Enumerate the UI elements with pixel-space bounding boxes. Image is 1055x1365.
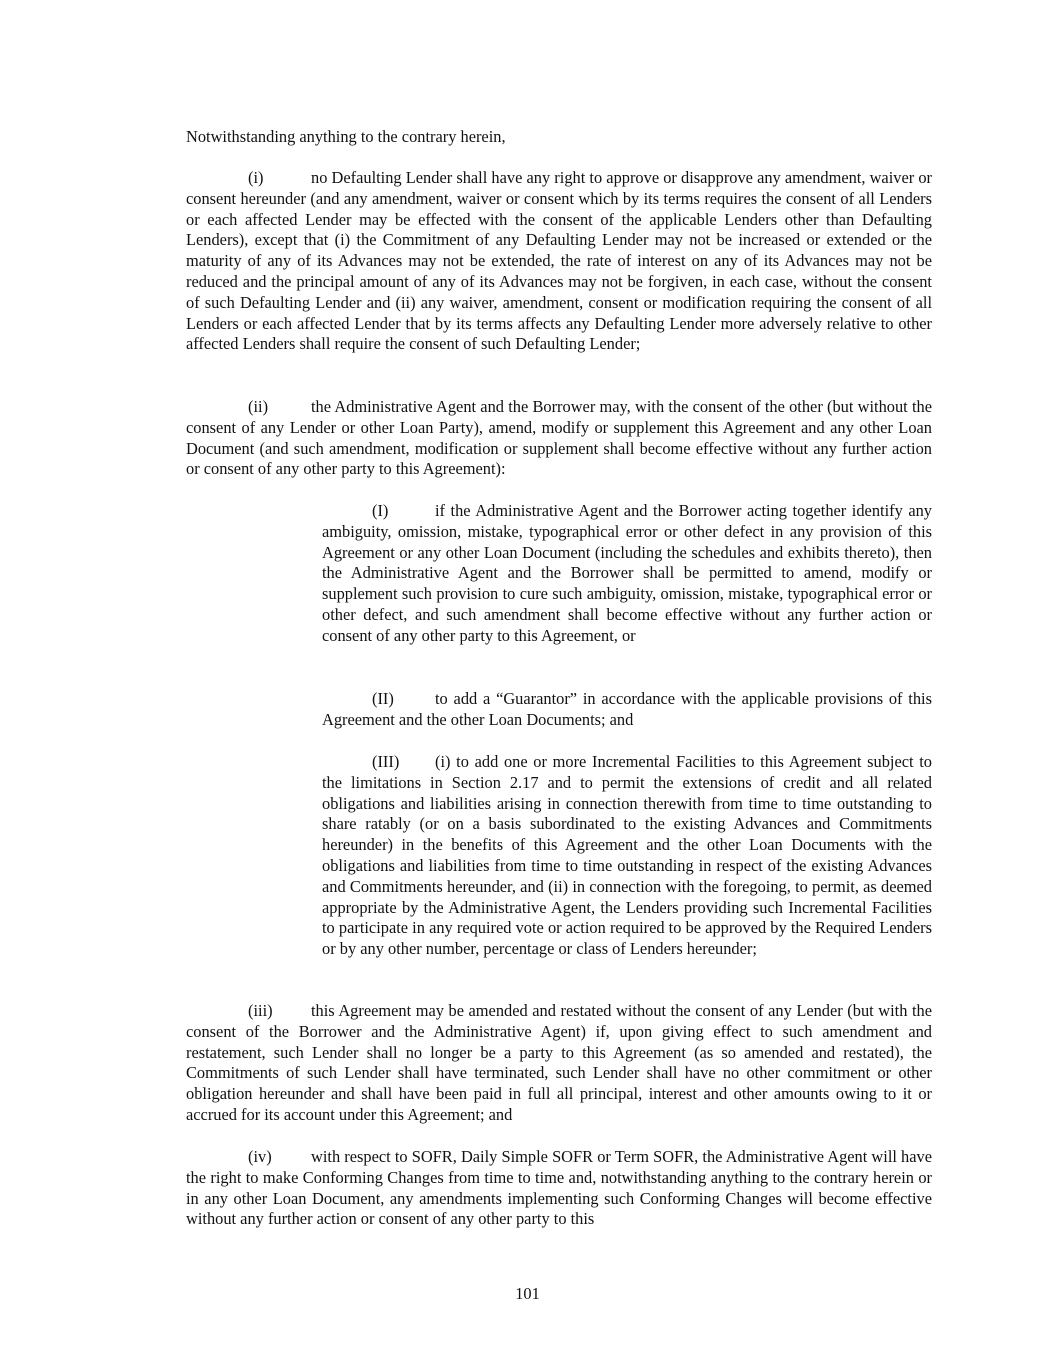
subclause-II-label: (II) [372,689,394,708]
clause-i-label: (i) [248,168,264,187]
clause-ii-text: the Administrative Agent and the Borrower may, with the consent of the other (but without the consent of any Lender or other Loan Party), amend, modify or supplement this Agreement and any other Loan Document (and such amendment, modification or supplement shall become effective without any further action or consent of any other party to this Agreement): [186,397,932,479]
subclause-I-label: (I) [372,501,389,520]
subclause-I [322,501,932,647]
subclause-III [322,752,932,960]
intro-text: Notwithstanding anything to the contrary herein, [186,127,506,146]
subclause-II [322,689,932,731]
subclause-III-text: (i) to add one or more Incremental Facilities to this Agreement subject to the limitations in Section 2.17 and to permit the extensions of credit and all related obligations and liabilities arising in connection therewith from time to time outstanding to share ratably (or on a basis subordinated to the existing Advances and Commitments hereunder) in the benefits of this Agreement and the other Loan Documents with the obligations and liabilities from time to time outstanding in respect of the existing Advances and Commitments hereunder, and (ii) in connection with the foregoing, to permit, as deemed appropriate by the Administrative Agent, the Lenders providing such Incremental Facilities to participate in any required vote or action required to be approved by the Required Lenders or by any other number, percentage or class of Lenders hereunder; [322,752,932,959]
clause-iii [186,1001,932,1126]
subclause-II-text: to add a “Guarantor” in accordance with the applicable provisions of this Agreement and the other Loan Documents; and [322,689,932,729]
clause-i [186,168,932,355]
clause-ii-label: (ii) [248,397,269,416]
clause-i-text: no Defaulting Lender shall have any right to approve or disapprove any amendment, waiver or consent hereunder (and any amendment, waiver or consent which by its terms requires the consent of all Lenders or each affected Lender may be effected with the consent of the applicable Lenders other than Defaulting Lenders), except that (i) the Commitment of any Defaulting Lender may not be increased or extended or the maturity of any of its Advances may not be extended, the rate of interest on any of its Advances may not be reduced and the principal amount of any of its Advances may not be forgiven, in each case, without the consent of such Defaulting Lender and (ii) any waiver, amendment, consent or modification requiring the consent of all Lenders or each affected Lender that by its terms affects any Defaulting Lender more adversely relative to other affected Lenders shall require the consent of such Defaulting Lender; [186,168,932,354]
page-number: 101 [515,1284,540,1303]
clause-iv-text: with respect to SOFR, Daily Simple SOFR or Term SOFR, the Administrative Agent will have the right to make Conforming Changes from time to time and, notwithstanding anything to the contrary herein or in any other Loan Document, any amendments implementing such Conforming Changes will become effective without any further action or consent of any other party to this [186,1147,932,1229]
subclause-I-text: if the Administrative Agent and the Borrower acting together identify any ambiguity, omission, mistake, typographical error or other defect in any provision of this Agreement or any other Loan Document (including the schedules and exhibits thereto), then the Administrative Agent and the Borrower shall be permitted to amend, modify or supplement such provision to cure such ambiguity, omission, mistake, typographical error or other defect, and such amendment shall become effective without any further action or consent of any other party to this Agreement, or [322,501,932,645]
clause-ii [186,397,932,480]
clause-iii-label: (iii) [248,1001,273,1020]
subclause-III-label: (III) [372,752,400,771]
clause-iv-label: (iv) [248,1147,272,1166]
clause-iii-text: this Agreement may be amended and restated without the consent of any Lender (but with the consent of the Borrower and the Administrative Agent) if, upon giving effect to such amendment and restatement, such Lender shall no longer be a party to this Agreement (as so amended and restated), the Commitments of such Lender shall have terminated, such Lender shall have no other commitment or other obligation hereunder and shall have been paid in full all principal, interest and other amounts owing to it or accrued for its account under this Agreement; and [186,1001,932,1124]
clause-iv [186,1147,932,1230]
